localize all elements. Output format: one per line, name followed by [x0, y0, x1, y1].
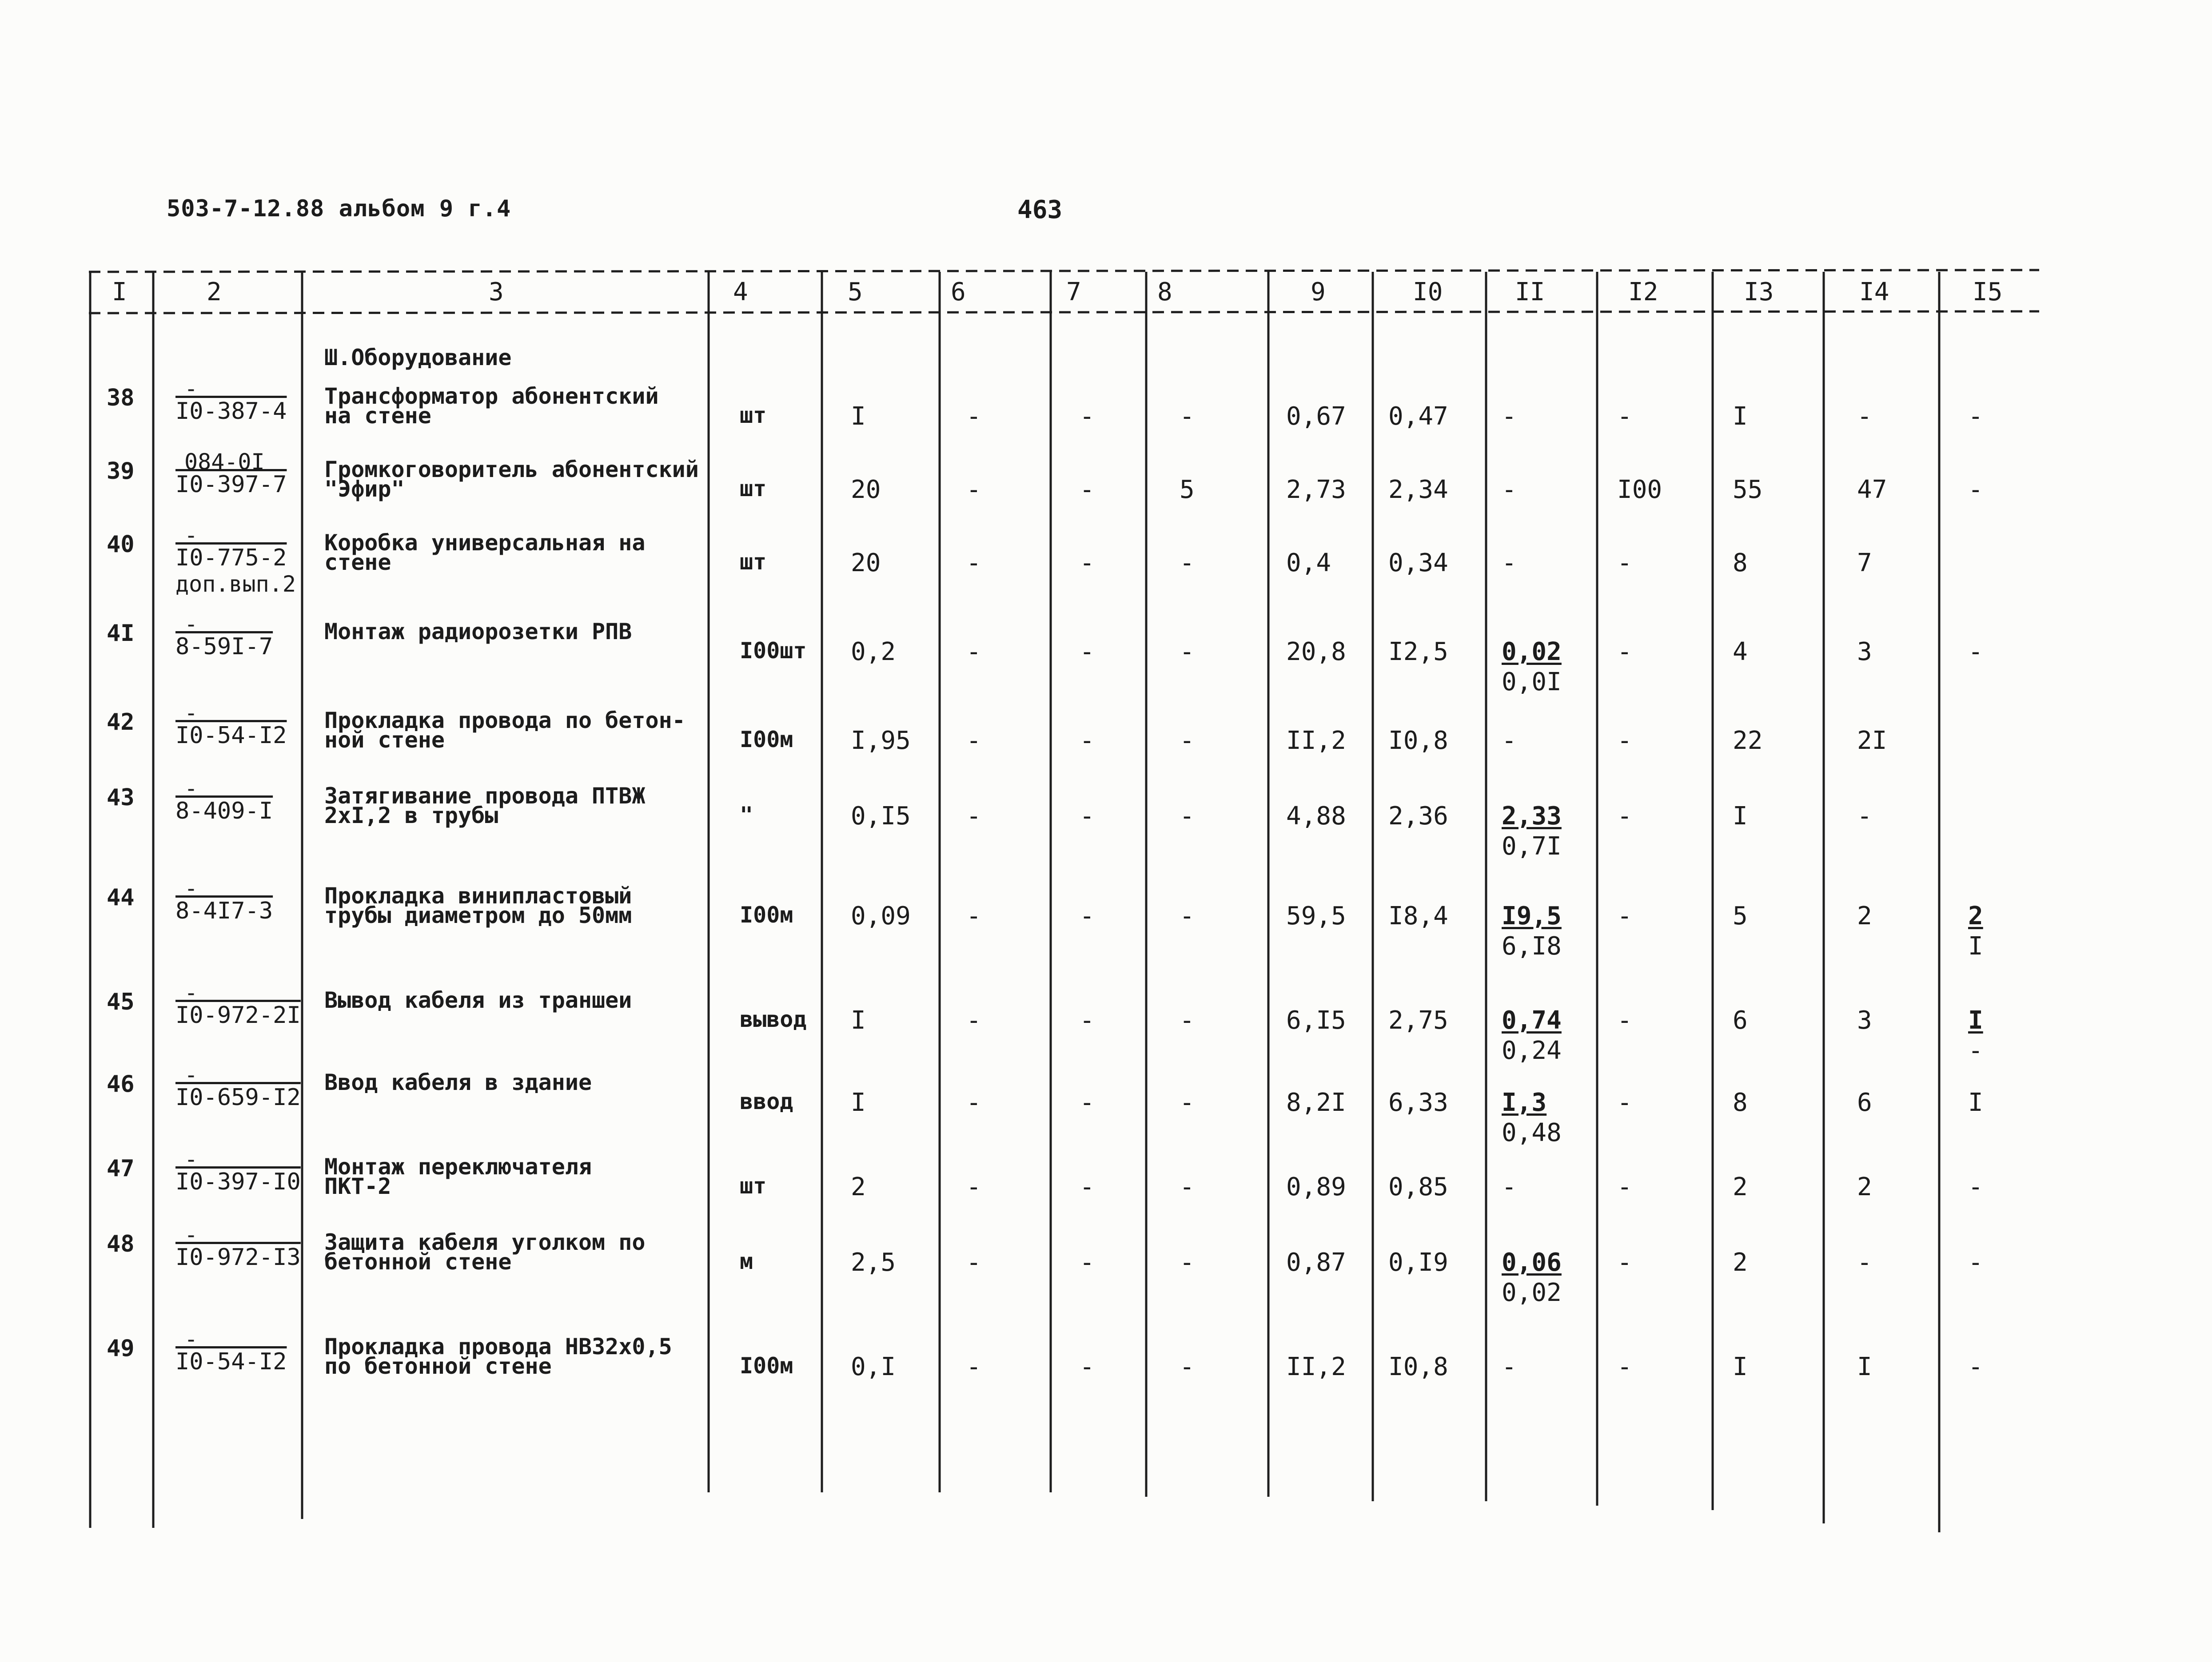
column-header-2: 2	[207, 278, 222, 306]
fraction-numerator: 0,06	[1502, 1248, 1562, 1277]
value-cell-c9: 0,89	[1286, 1173, 1346, 1201]
norm-code: I0-54-I2	[175, 722, 287, 749]
value-cell-c14: 3	[1857, 637, 1872, 666]
value-cell-c13: 2	[1733, 1173, 1748, 1201]
value-cell-c12: -	[1617, 902, 1632, 930]
value-cell-c8: -	[1180, 1352, 1195, 1381]
norm-code-prefix: -	[184, 522, 198, 548]
row-number: 46	[107, 1071, 135, 1097]
norm-code-prefix: -	[184, 875, 198, 901]
row-number: 39	[107, 458, 135, 485]
value-cell-c6: -	[966, 637, 981, 666]
item-description: Трансформатор абонентский на стене	[324, 383, 659, 429]
value-cell-c12: -	[1617, 1352, 1632, 1381]
norm-code: I0-387-4	[175, 398, 287, 425]
value-cell-c6: -	[966, 1248, 981, 1277]
value-cell-c7: -	[1080, 475, 1095, 504]
value-cell-c14: 6	[1857, 1088, 1872, 1117]
column-header-9: 9	[1311, 278, 1326, 306]
row-number: 47	[107, 1155, 135, 1182]
item-description: Ввод кабеля в здание	[324, 1070, 592, 1095]
value-fraction-c11	[1502, 804, 1562, 859]
item-description: Затягивание провода ПТВЖ 2хI,2 в трубы	[324, 783, 646, 828]
value-cell-c9: 6,I5	[1286, 1006, 1346, 1035]
unit-cell: I00шт	[740, 638, 807, 664]
value-cell-c12: -	[1617, 802, 1632, 831]
value-cell-c10: I8,4	[1388, 902, 1448, 930]
value-cell-c5: 20	[851, 549, 881, 577]
column-header-1: I	[112, 278, 127, 306]
value-cell-c13: I	[1733, 1352, 1748, 1381]
fraction-denominator: 0,02	[1502, 1278, 1562, 1307]
value-cell-c7: -	[1080, 402, 1095, 431]
norm-code-note: доп.вып.2	[175, 571, 296, 597]
norm-code: 8-4I7-3	[175, 898, 273, 924]
column-header-5: 5	[848, 278, 863, 306]
value-cell-c12: -	[1617, 549, 1632, 577]
item-description: Вывод кабеля из траншеи	[324, 987, 632, 1013]
value-cell-c7: -	[1080, 902, 1095, 930]
column-header-14: I4	[1859, 278, 1889, 306]
value-cell-c11: -	[1502, 726, 1517, 755]
value-cell-c14: -	[1857, 402, 1872, 431]
value-cell-c12: -	[1617, 1248, 1632, 1277]
row-number: 43	[107, 784, 135, 811]
value-fraction-c11	[1502, 1008, 1562, 1063]
value-cell-c11: -	[1502, 475, 1517, 504]
column-header-15: I5	[1973, 278, 2003, 306]
fraction-numerator: I	[1968, 1006, 1983, 1035]
fraction-numerator: I,3	[1502, 1088, 1547, 1117]
value-cell-c9: II,2	[1286, 1352, 1346, 1381]
fraction-denominator: -	[1968, 1036, 1983, 1065]
norm-code-prefix: -	[184, 1146, 198, 1172]
value-cell-c15: -	[1968, 402, 1983, 431]
column-header-13: I3	[1744, 278, 1774, 306]
norm-code: I0-972-2I	[175, 1002, 301, 1029]
value-cell-c13: 5	[1733, 902, 1748, 930]
row-number: 38	[107, 385, 135, 411]
value-cell-c12: I00	[1617, 475, 1662, 504]
fraction-denominator: 0,24	[1502, 1036, 1562, 1065]
value-cell-c7: -	[1080, 637, 1095, 666]
item-description: Громкоговоритель абонентский "Эфир"	[324, 457, 699, 502]
value-cell-c13: 8	[1733, 1088, 1748, 1117]
value-cell-c14: -	[1857, 1248, 1872, 1277]
value-cell-c13: 22	[1733, 726, 1763, 755]
fraction-numerator: I9,5	[1502, 902, 1562, 930]
value-cell-c7: -	[1080, 1352, 1095, 1381]
value-cell-c7: -	[1080, 1088, 1095, 1117]
value-cell-c10: I0,8	[1388, 1352, 1448, 1381]
value-cell-c12: -	[1617, 637, 1632, 666]
value-cell-c12: -	[1617, 1173, 1632, 1201]
value-cell-c12: -	[1617, 1006, 1632, 1035]
norm-code-prefix: 084-0I	[184, 449, 265, 475]
value-cell-c6: -	[966, 1006, 981, 1035]
value-cell-c13: 8	[1733, 549, 1748, 577]
column-header-6: 6	[951, 278, 966, 306]
unit-cell: I00м	[740, 727, 793, 752]
norm-code-prefix: -	[184, 1326, 198, 1352]
value-cell-c13: 2	[1733, 1248, 1748, 1277]
value-cell-c9: 8,2I	[1286, 1088, 1346, 1117]
unit-cell: I00м	[740, 1353, 793, 1379]
value-cell-c5: I,95	[851, 726, 911, 755]
value-cell-c9: 2,73	[1286, 475, 1346, 504]
value-cell-c12: -	[1617, 726, 1632, 755]
value-cell-c8: -	[1180, 637, 1195, 666]
value-cell-c5: 0,I	[851, 1352, 896, 1381]
value-cell-c5: I	[851, 1088, 866, 1117]
value-cell-c8: -	[1180, 549, 1195, 577]
value-cell-c8: -	[1180, 902, 1195, 930]
norm-code-prefix: -	[184, 775, 198, 801]
value-cell-c15: -	[1968, 1173, 1983, 1201]
unit-cell: шт	[740, 1173, 767, 1199]
value-cell-c14: 7	[1857, 549, 1872, 577]
unit-cell: I00м	[740, 902, 793, 928]
value-cell-c8: -	[1180, 726, 1195, 755]
row-number: 44	[107, 884, 135, 911]
value-cell-c9: 0,4	[1286, 549, 1331, 577]
value-cell-c6: -	[966, 1352, 981, 1381]
value-cell-c7: -	[1080, 726, 1095, 755]
norm-code-prefix: -	[184, 1222, 198, 1248]
value-cell-c10: I2,5	[1388, 637, 1448, 666]
value-cell-c6: -	[966, 1173, 981, 1201]
value-cell-c10: I0,8	[1388, 726, 1448, 755]
norm-code: I0-972-I3	[175, 1244, 301, 1271]
item-description: Прокладка винипластовый трубы диаметром до 50мм	[324, 883, 632, 928]
section-title: Ш.Оборудование	[324, 345, 512, 370]
item-description: Коробка универсальная на стене	[324, 530, 646, 575]
unit-cell: шт	[740, 476, 767, 501]
fraction-numerator: 2	[1968, 902, 1983, 930]
value-cell-c14: -	[1857, 802, 1872, 831]
value-cell-c14: 2I	[1857, 726, 1887, 755]
row-number: 42	[107, 709, 135, 736]
norm-code: 8-59I-7	[175, 633, 273, 660]
value-cell-c7: -	[1080, 1006, 1095, 1035]
value-cell-c9: II,2	[1286, 726, 1346, 755]
value-cell-c10: 0,85	[1388, 1173, 1448, 1201]
unit-cell: ввод	[740, 1089, 793, 1114]
norm-code-prefix: -	[184, 376, 198, 402]
fraction-numerator: 0,74	[1502, 1006, 1562, 1035]
value-cell-c13: 4	[1733, 637, 1748, 666]
value-cell-c8: -	[1180, 1088, 1195, 1117]
value-cell-c15: -	[1968, 475, 1983, 504]
value-cell-c7: -	[1080, 1173, 1095, 1201]
value-cell-c15: I	[1968, 1088, 1983, 1117]
column-header-7: 7	[1066, 278, 1081, 306]
column-header-4: 4	[733, 278, 748, 306]
column-header-10: I0	[1413, 278, 1443, 306]
value-cell-c5: 2	[851, 1173, 866, 1201]
value-cell-c5: I	[851, 1006, 866, 1035]
value-cell-c9: 20,8	[1286, 637, 1346, 666]
item-description: Прокладка провода по бетон- ной стене	[324, 708, 686, 753]
value-cell-c7: -	[1080, 549, 1095, 577]
value-cell-c7: -	[1080, 1248, 1095, 1277]
unit-cell: шт	[740, 549, 767, 575]
fraction-numerator: 2,33	[1502, 802, 1562, 831]
row-number: 49	[107, 1335, 135, 1362]
column-header-12: I2	[1628, 278, 1658, 306]
fraction-denominator: 0,0I	[1502, 668, 1562, 696]
value-cell-c8: -	[1180, 1248, 1195, 1277]
value-cell-c13: 55	[1733, 475, 1763, 504]
value-cell-c11: -	[1502, 1352, 1517, 1381]
norm-code: I0-397-7	[175, 471, 287, 498]
item-description: Защита кабеля уголком по бетонной стене	[324, 1229, 646, 1275]
value-cell-c10: 2,34	[1388, 475, 1448, 504]
value-cell-c10: 6,33	[1388, 1088, 1448, 1117]
norm-code-prefix: -	[184, 1062, 198, 1088]
value-cell-c8: -	[1180, 802, 1195, 831]
fraction-denominator: 6,I8	[1502, 932, 1562, 961]
fraction-numerator: 0,02	[1502, 637, 1562, 666]
value-cell-c11: -	[1502, 402, 1517, 431]
fraction-denominator: 0,7I	[1502, 832, 1562, 861]
value-cell-c5: 0,09	[851, 902, 911, 930]
value-cell-c6: -	[966, 402, 981, 431]
value-cell-c8: 5	[1180, 475, 1195, 504]
value-cell-c8: -	[1180, 1173, 1195, 1201]
value-cell-c10: 0,I9	[1388, 1248, 1448, 1277]
item-description: Прокладка провода НВ32х0,5 по бетонной стене	[324, 1334, 672, 1379]
value-cell-c10: 0,47	[1388, 402, 1448, 431]
norm-code-prefix: -	[184, 611, 198, 637]
value-cell-c6: -	[966, 1088, 981, 1117]
value-cell-c13: I	[1733, 802, 1748, 831]
value-cell-c15: -	[1968, 637, 1983, 666]
value-cell-c5: 0,I5	[851, 802, 911, 831]
norm-code-prefix: -	[184, 980, 198, 1006]
value-cell-c6: -	[966, 902, 981, 930]
fraction-denominator: I	[1968, 932, 1983, 961]
value-cell-c14: 2	[1857, 902, 1872, 930]
value-cell-c6: -	[966, 802, 981, 831]
norm-code: I0-54-I2	[175, 1348, 287, 1375]
value-cell-c8: -	[1180, 1006, 1195, 1035]
value-cell-c6: -	[966, 549, 981, 577]
header-top-rule	[89, 270, 2039, 272]
value-cell-c13: 6	[1733, 1006, 1748, 1035]
value-cell-c9: 0,87	[1286, 1248, 1346, 1277]
header-bottom-rule	[89, 311, 2039, 313]
value-cell-c15: -	[1968, 1352, 1983, 1381]
value-cell-c14: 2	[1857, 1173, 1872, 1201]
norm-code: I0-775-2	[175, 545, 287, 571]
value-cell-c5: 20	[851, 475, 881, 504]
value-fraction-c11	[1502, 1090, 1562, 1145]
norm-code: I0-659-I2	[175, 1084, 301, 1111]
norm-code: I0-397-I0	[175, 1169, 301, 1195]
value-fraction-c15	[1968, 1008, 1983, 1063]
unit-cell: шт	[740, 402, 767, 428]
page-number: 463	[1017, 195, 1063, 224]
document-reference: 503-7-12.88 альбом 9 г.4	[167, 195, 511, 222]
value-cell-c14: I	[1857, 1352, 1872, 1381]
row-number: 4I	[107, 620, 135, 647]
value-cell-c9: 4,88	[1286, 802, 1346, 831]
value-cell-c12: -	[1617, 1088, 1632, 1117]
value-cell-c7: -	[1080, 802, 1095, 831]
unit-cell: м	[740, 1248, 753, 1274]
value-fraction-c15	[1968, 904, 1983, 959]
norm-code: 8-409-I	[175, 798, 273, 824]
value-cell-c12: -	[1617, 402, 1632, 431]
value-cell-c9: 0,67	[1286, 402, 1346, 431]
value-cell-c14: 47	[1857, 475, 1887, 504]
value-cell-c5: 0,2	[851, 637, 896, 666]
column-header-8: 8	[1157, 278, 1172, 306]
value-cell-c10: 0,34	[1388, 549, 1448, 577]
value-cell-c15: -	[1968, 1248, 1983, 1277]
value-cell-c10: 2,75	[1388, 1006, 1448, 1035]
value-cell-c6: -	[966, 726, 981, 755]
item-description: Монтаж переключателя ПКТ-2	[324, 1154, 592, 1199]
value-cell-c5: 2,5	[851, 1248, 896, 1277]
value-cell-c14: 3	[1857, 1006, 1872, 1035]
norm-code-prefix: -	[184, 700, 198, 726]
column-header-3: 3	[489, 278, 504, 306]
value-fraction-c11	[1502, 1250, 1562, 1305]
fraction-denominator: 0,48	[1502, 1118, 1562, 1147]
value-cell-c9: 59,5	[1286, 902, 1346, 930]
value-fraction-c11	[1502, 904, 1562, 959]
row-number: 45	[107, 989, 135, 1015]
value-fraction-c11	[1502, 637, 1562, 696]
value-cell-c5: I	[851, 402, 866, 431]
value-cell-c8: -	[1180, 402, 1195, 431]
row-number: 40	[107, 531, 135, 558]
unit-cell: "	[740, 802, 753, 828]
item-description: Монтаж радиорозетки РПВ	[324, 619, 632, 644]
value-cell-c6: -	[966, 475, 981, 504]
value-cell-c10: 2,36	[1388, 802, 1448, 831]
value-cell-c13: I	[1733, 402, 1748, 431]
unit-cell: вывод	[740, 1006, 807, 1032]
column-header-11: II	[1515, 278, 1545, 306]
row-number: 48	[107, 1231, 135, 1257]
value-cell-c11: -	[1502, 549, 1517, 577]
value-cell-c11: -	[1502, 1173, 1517, 1201]
